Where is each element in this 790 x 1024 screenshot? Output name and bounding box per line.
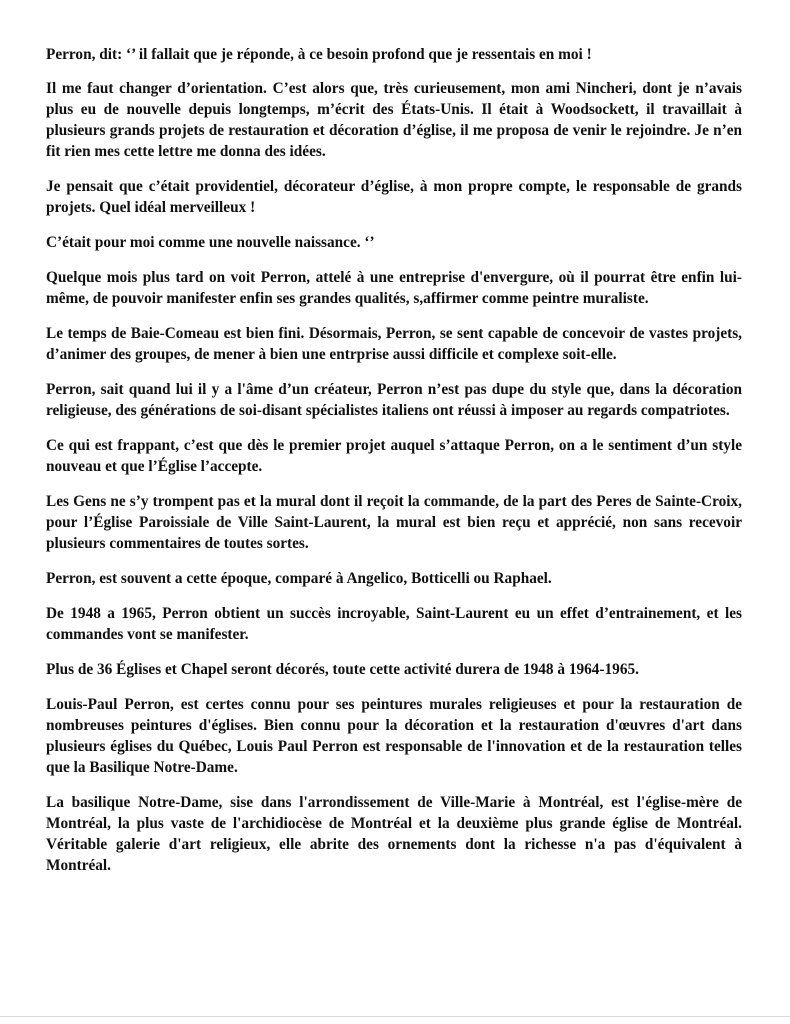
paragraph-months-later: Quelque mois plus tard on voit Perron, attelé à une entreprise d'envergure, où il pourrat être enfin lui-même, de pouvoir manifester enfin ses grandes qualités, s,affirmer comme peintre muraliste. xyxy=(46,269,742,307)
page-bottom-edge xyxy=(0,1016,790,1017)
paragraph-1948-1965: De 1948 a 1965, Perron obtient un succès incroyable, Saint-Laurent eu un effet d’entrainement, et les commandes vont se manifester. xyxy=(46,605,742,643)
document-page xyxy=(46,44,742,890)
paragraph-providential: Je pensait que c’était providentiel, décorateur d’église, à mon propre compte, le responsable de grands projets. Quel idéal merveilleux ! xyxy=(46,178,742,216)
paragraph-creator-soul: Perron, sait quand lui il y a l'âme d’un créateur, Perron n’est pas dupe du style que, dans la décoration religieuse, des générations de soi-disant spécialistes italiens ont réussi à imposer au regards compatriotes. xyxy=(46,381,742,419)
paragraph-restoration: Louis-Paul Perron, est certes connu pour ses peintures murales religieuses et pour la restauration de nombreuses peintures d'églises. Bien connu pour la décoration et la restauration d'œuvres d'art dans plusieurs églises du Québec, Louis Paul Perron est responsable de l'innovation et de la restauration telles que la Basilique Notre-Dame. xyxy=(46,696,742,776)
paragraph-36-churches: Plus de 36 Églises et Chapel seront décorés, toute cette activité durera de 1948 à 1964-1965. xyxy=(46,661,639,678)
paragraph-saint-laurent-mural: Les Gens ne s’y trompent pas et la mural dont il reçoit la commande, de la part des Peres de Sainte-Croix, pour l’Église Paroissiale de Ville Saint-Laurent, la mural est bien reçu et apprécié, non sans recevoir plusieurs commentaires de toutes sortes. xyxy=(46,493,742,552)
paragraph-new-style: Ce qui est frappant, c’est que dès le premier projet auquel s’attaque Perron, on a le sentiment d’un style nouveau et que l’Église l’accepte. xyxy=(46,437,742,475)
paragraph-new-birth: C’était pour moi comme une nouvelle naissance. ‘’ xyxy=(46,234,375,251)
paragraph-perron-quote-start: Perron, dit: ‘’ il fallait que je réponde, à ce besoin profond que je ressentais en moi ! xyxy=(46,46,592,63)
paragraph-nincheri-letter: Il me faut changer d’orientation. C’est alors que, très curieusement, mon ami Nincheri, dont je n’avais plus eu de nouvelle depuis longtemps, m’écrit des États-Unis. Il était à Woodsockett, il travaillait à plusieurs grands projets de restauration et décoration d’église, il me proposa de venir le rejoindre. Je n’en fit rien mes cette lettre me donna des idées. xyxy=(46,80,742,160)
paragraph-notre-dame: La basilique Notre-Dame, sise dans l'arrondissement de Ville-Marie à Montréal, est l'église-mère de Montréal, la plus vaste de l'archidiocèse de Montréal et la deuxième plus grande église de Montréal. Véritable galerie d'art religieux, elle abrite des ornements dont la richesse n'a pas d'équivalent à Montréal. xyxy=(46,794,742,874)
paragraph-comparisons: Perron, est souvent a cette époque, comparé à Angelico, Botticelli ou Raphael. xyxy=(46,570,552,587)
paragraph-baie-comeau: Le temps de Baie-Comeau est bien fini. Désormais, Perron, se sent capable de concevoir de vastes projets, d’animer des groupes, de mener à bien une entrprise aussi difficile et complexe soit-elle. xyxy=(46,325,742,363)
